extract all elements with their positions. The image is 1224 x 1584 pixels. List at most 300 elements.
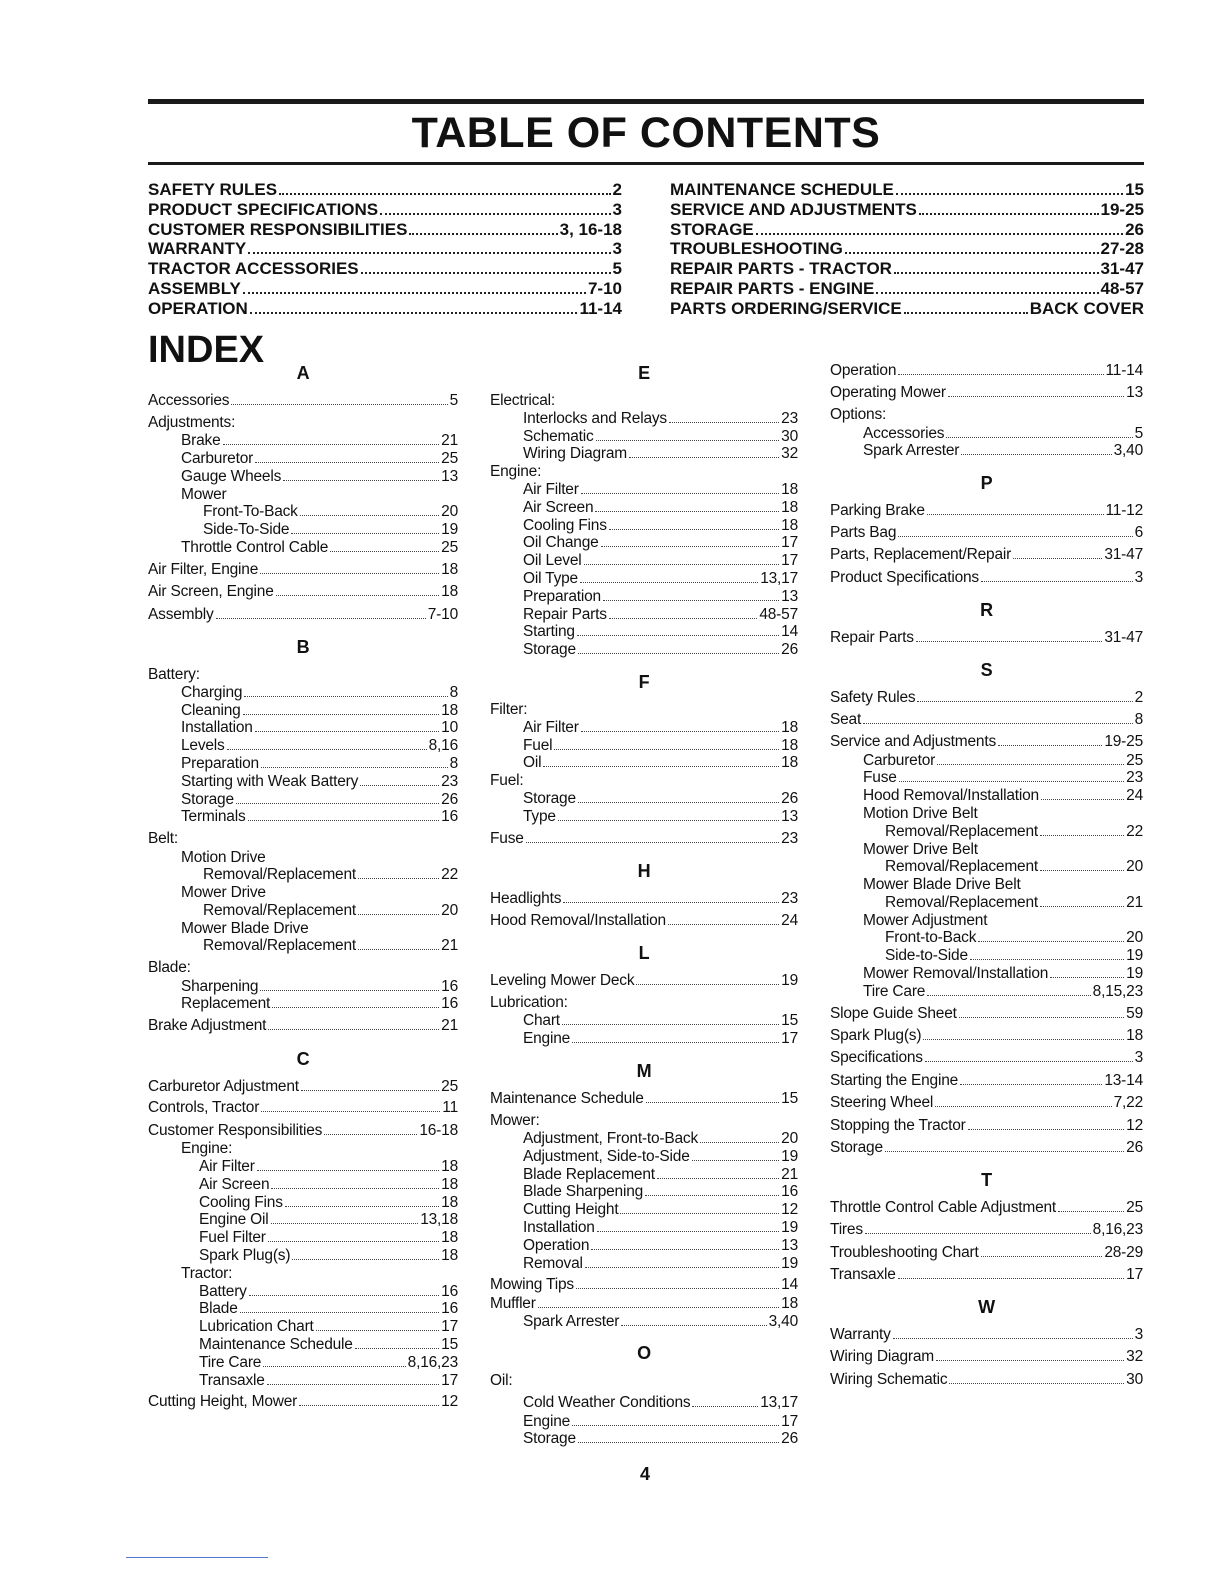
toc-entry-label: WARRANTY (148, 239, 247, 259)
index-entry-label: Blade Sharpening (523, 1183, 644, 1201)
dot-leader (257, 1170, 439, 1171)
index-entry (148, 884, 458, 902)
dot-leader (243, 714, 440, 715)
index-letter-heading: F (638, 671, 650, 692)
toc-entry (670, 259, 1144, 279)
index-entry-label: Stopping the Tractor (830, 1116, 966, 1134)
index-letter-heading: T (981, 1170, 992, 1191)
dot-leader (249, 1295, 439, 1296)
index-entry-page: 8 (449, 683, 458, 701)
index-entry-label: Repair Parts (830, 629, 914, 647)
index-entry (148, 1247, 458, 1265)
index-entry-page: 24 (781, 911, 798, 929)
index-entry-label: Repair Parts (523, 605, 607, 623)
index-entry-label: Wiring Schematic (830, 1370, 948, 1388)
index-entry (148, 1176, 458, 1194)
index-entry (148, 1318, 458, 1336)
dot-leader (283, 480, 439, 481)
index-entry (148, 539, 458, 557)
index-entry (490, 790, 798, 808)
index-entry (490, 1201, 798, 1219)
dot-leader (554, 749, 779, 750)
index-entry-label: Cleaning (181, 701, 241, 719)
index-entry-label: Charging (181, 683, 243, 701)
dot-leader (970, 959, 1124, 960)
index-entry-label: Warranty (830, 1326, 891, 1344)
index-entry (148, 773, 458, 791)
index-entry (148, 503, 458, 521)
index-entry-page: 13,18 (420, 1211, 458, 1229)
dot-leader (261, 767, 448, 768)
index-entry-page: 16 (441, 1300, 458, 1318)
index-entry-page: 18 (441, 1158, 458, 1176)
dot-leader (629, 457, 779, 458)
index-entry (490, 830, 798, 848)
index-entry (830, 689, 1143, 707)
toc-entry-label: TRACTOR ACCESSORIES (148, 259, 359, 279)
dot-leader (898, 536, 1132, 537)
dot-leader (595, 511, 779, 512)
index-entry-label: Mowing Tips (490, 1276, 574, 1294)
index-entry-label: Schematic (523, 427, 594, 445)
index-entry (148, 808, 458, 826)
index-entry-label: Parts, Replacement/Repair (830, 546, 1012, 564)
index-entry-page: 19 (781, 1219, 798, 1237)
toc-entry (148, 279, 622, 299)
index-entry-page: 20 (781, 1130, 798, 1148)
title-rule (148, 162, 1144, 165)
index-entry-page: 18 (1126, 1027, 1143, 1045)
toc-entry-label: CUSTOMER RESPONSIBILITIES (148, 219, 408, 239)
dot-leader (581, 731, 779, 732)
index-entry-label: Removal/Replacement (885, 893, 1038, 911)
index-entry-page: 12 (441, 1393, 458, 1411)
dot-leader (572, 1042, 779, 1043)
dot-leader (562, 1024, 779, 1025)
index-entry-label: Seat (830, 710, 862, 728)
index-entry-page: 26 (781, 1430, 798, 1448)
index-entry-label: Cooling Fins (199, 1193, 283, 1211)
index-entry (148, 561, 458, 579)
toc-entry-page: 3 (612, 239, 622, 259)
index-entry-page: 22 (1126, 822, 1143, 840)
index-entry (148, 937, 458, 955)
index-entry-label: Storage (523, 1430, 576, 1448)
toc-entry (148, 180, 622, 200)
index-entry-label: Operation (523, 1236, 590, 1254)
index-entry-label: Mower Drive Belt (863, 840, 978, 858)
dot-leader (271, 1223, 419, 1224)
index-entry-page: 3,40 (1113, 442, 1143, 460)
index-entry-page: 18 (781, 736, 798, 754)
dot-leader (268, 1029, 439, 1030)
dot-leader (591, 1249, 779, 1250)
index-entry (490, 481, 798, 499)
index-letter-heading: W (978, 1297, 995, 1318)
dot-leader (231, 404, 447, 405)
dot-leader (216, 618, 426, 619)
index-entry (148, 1354, 458, 1372)
index-entry (490, 1130, 798, 1148)
index-entry-label: Leveling Mower Deck (490, 972, 635, 990)
dot-leader (845, 252, 1099, 254)
dot-leader (885, 1151, 1124, 1152)
index-entry (148, 1122, 458, 1140)
index-entry-label: Blade Replacement (523, 1165, 655, 1183)
dot-leader (563, 902, 779, 903)
index-entry-label: Front-to-Back (885, 929, 977, 947)
index-entry (490, 1276, 798, 1294)
dot-leader (925, 1061, 1133, 1062)
index-entry-page: 59 (1126, 1004, 1143, 1022)
dot-leader (260, 990, 439, 991)
index-entry-page: 7-10 (427, 605, 458, 623)
index-entry (830, 1005, 1143, 1023)
toc-entry-page: 7-10 (587, 278, 622, 298)
index-entry-label: Engine (523, 1412, 571, 1430)
index-entry (148, 486, 458, 504)
index-entry-page: 13 (781, 587, 798, 605)
dot-leader (609, 529, 779, 530)
dot-leader (260, 573, 439, 574)
index-entry-label: Removal (523, 1254, 583, 1272)
index-entry-label: Levels (181, 737, 225, 755)
dot-leader (935, 1106, 1111, 1107)
index-entry-page: 21 (1126, 893, 1143, 911)
dot-leader (692, 1406, 758, 1407)
index-entry-label: Cooling Fins (523, 516, 607, 534)
index-entry-label: Chart (523, 1012, 560, 1030)
index-entry-label: Fuse (863, 769, 897, 787)
page-title: TABLE OF CONTENTS (411, 109, 881, 157)
index-entry-label: Mower Removal/Installation (863, 965, 1049, 983)
index-entry-label: Specifications (830, 1049, 923, 1067)
index-entry (148, 1393, 458, 1411)
index-entry-label: Installation (181, 719, 253, 737)
index-entry-page: 23 (781, 409, 798, 427)
index-entry-label: Air Screen (523, 498, 594, 516)
index-entry-label: Preparation (523, 587, 601, 605)
index-entry-label: Battery (199, 1282, 247, 1300)
index-entry-label: Lubrication Chart (199, 1318, 314, 1336)
index-entry-page: 18 (781, 516, 798, 534)
dot-leader (255, 462, 439, 463)
index-entry-page: 21 (441, 432, 458, 450)
index-entry-label: Options: (830, 406, 887, 424)
index-entry (490, 772, 798, 790)
index-entry-page: 48-57 (759, 605, 798, 623)
dot-leader (243, 292, 586, 294)
index-entry (148, 830, 458, 848)
index-entry-page: 18 (781, 480, 798, 498)
index-entry-page: 23 (781, 889, 798, 907)
index-entry-label: Replacement (181, 995, 271, 1013)
toc-entry-label: SERVICE AND ADJUSTMENTS (670, 199, 917, 219)
index-entry-page: 26 (781, 641, 798, 659)
dot-leader (355, 1348, 439, 1349)
index-entry (830, 1266, 1143, 1284)
index-entry (830, 1139, 1143, 1157)
index-column-2 (490, 362, 798, 1448)
index-entry-label: Engine (523, 1030, 571, 1048)
index-entry-page: 13,17 (760, 1394, 798, 1412)
index-entry (830, 912, 1143, 930)
toc-entry (148, 200, 622, 220)
dot-leader (1041, 799, 1124, 800)
index-entry-label: Tire Care (199, 1353, 262, 1371)
index-entry (490, 1313, 798, 1331)
index-entry (830, 1027, 1143, 1045)
dot-leader (863, 723, 1132, 724)
dot-leader (263, 1366, 405, 1367)
dot-leader (380, 213, 610, 215)
dot-leader (291, 533, 439, 534)
index-entry (490, 517, 798, 535)
index-entry-page: 3 (1134, 568, 1143, 586)
index-entry (830, 524, 1143, 542)
index-entry (490, 641, 798, 659)
index-entry (148, 684, 458, 702)
index-entry (490, 1012, 798, 1030)
index-entry (148, 450, 458, 468)
index-entry-page: 25 (1126, 1199, 1143, 1217)
index-entry-label: Fuel: (490, 772, 524, 790)
index-entry-label: Spark Plug(s) (199, 1247, 291, 1265)
index-entry (148, 959, 458, 977)
index-entry-label: Front-To-Back (203, 503, 298, 521)
index-entry-page: 21 (441, 937, 458, 955)
dot-leader (621, 1325, 766, 1326)
index-entry-page: 8 (449, 754, 458, 772)
dot-leader (261, 1111, 440, 1112)
index-entry-label: Transaxle (199, 1371, 265, 1389)
index-entry-label: Throttle Control Cable Adjustment (830, 1199, 1057, 1217)
index-entry-label: Blade: (148, 959, 191, 977)
index-entry (830, 1221, 1143, 1239)
dot-leader (250, 312, 578, 314)
index-letter-heading: B (296, 636, 310, 657)
toc-entry (670, 220, 1144, 240)
dot-leader (576, 1288, 779, 1289)
toc-entry (670, 299, 1144, 319)
index-entry-label: Operation (830, 362, 897, 379)
index-entry-page: 6 (1134, 523, 1143, 541)
index-entry-page: 8 (1134, 710, 1143, 728)
index-entry-label: Installation (523, 1219, 595, 1237)
index-entry-page: 22 (441, 866, 458, 884)
index-entry-page: 19 (1126, 965, 1143, 983)
index-entry-label: Hood Removal/Installation (863, 787, 1039, 805)
dot-leader (577, 635, 779, 636)
dot-leader (657, 1178, 779, 1179)
index-entry-page: 20 (441, 901, 458, 919)
index-entry (830, 823, 1143, 841)
index-entry-label: Product Specifications (830, 568, 979, 586)
index-entry (830, 442, 1143, 460)
toc-entry-label: REPAIR PARTS - ENGINE (670, 278, 875, 298)
index-entry-page: 2 (1134, 688, 1143, 706)
dot-leader (581, 493, 779, 494)
index-entry-label: Filter: (490, 700, 528, 718)
index-entry (830, 894, 1143, 912)
index-entry (830, 841, 1143, 859)
index-entry (148, 755, 458, 773)
toc-entry (148, 239, 622, 259)
index-entry (490, 588, 798, 606)
index-entry-page: 18 (441, 701, 458, 719)
index-entry (830, 1348, 1143, 1366)
dot-leader (904, 312, 1028, 314)
index-entry-label: Slope Guide Sheet (830, 1004, 957, 1022)
index-entry-label: Starting the Engine (830, 1071, 959, 1089)
index-entry-label: Steering Wheel (830, 1094, 934, 1112)
dot-leader (578, 653, 779, 654)
index-entry (148, 902, 458, 920)
dot-leader (279, 193, 610, 195)
index-entry-page: 18 (441, 583, 458, 601)
index-entry (830, 1371, 1143, 1389)
index-entry-page: 19 (781, 1254, 798, 1272)
index-entry-page: 24 (1126, 787, 1143, 805)
index-entry (490, 994, 798, 1012)
dot-leader (572, 1425, 779, 1426)
index-entry (148, 1017, 458, 1035)
index-entry (148, 1372, 458, 1390)
dot-leader (949, 1383, 1124, 1384)
dot-leader (692, 1160, 780, 1161)
dot-leader (330, 551, 439, 552)
index-entry (490, 1166, 798, 1184)
index-entry-page: 32 (1126, 1348, 1143, 1366)
index-entry (490, 754, 798, 772)
index-entry-page: 3 (1134, 1049, 1143, 1067)
index-entry-page: 20 (441, 503, 458, 521)
toc-entry-page: 3 (612, 199, 622, 219)
index-entry (148, 791, 458, 809)
dot-leader (292, 1259, 439, 1260)
index-entry-label: Mower (181, 485, 227, 503)
index-entry-label: Terminals (181, 808, 246, 826)
dot-leader (580, 582, 758, 583)
toc-entry-label: REPAIR PARTS - TRACTOR (670, 259, 892, 279)
index-entry-label: Fuel Filter (199, 1229, 266, 1247)
index-entry-page: 19 (781, 1147, 798, 1165)
index-entry (490, 912, 798, 930)
index-entry-label: Wiring Diagram (830, 1348, 934, 1366)
index-entry-page: 15 (441, 1336, 458, 1353)
index-entry (148, 1300, 458, 1318)
dot-leader (646, 1102, 779, 1103)
dot-leader (927, 514, 1104, 515)
toc-entry-page: 15 (1125, 180, 1144, 199)
index-entry-label: Adjustment, Front-to-Back (523, 1130, 699, 1148)
index-entry (490, 1148, 798, 1166)
index-entry-label: Spark Plug(s) (830, 1027, 922, 1045)
index-entry-label: Air Filter (523, 480, 579, 498)
dot-leader (526, 842, 779, 843)
index-entry-page: 5 (449, 392, 458, 409)
index-entry-page: 25 (441, 538, 458, 556)
index-entry-page: 17 (781, 1030, 798, 1048)
dot-leader (961, 454, 1111, 455)
index-entry-label: Storage (830, 1139, 883, 1157)
index-letter-heading: H (637, 860, 651, 881)
index-entry-label: Battery: (148, 665, 200, 683)
toc-entry (148, 259, 622, 279)
index-entry-label: Throttle Control Cable (181, 538, 329, 556)
toc-entry-page: 3, 16-18 (559, 219, 622, 239)
index-entry-label: Lubrication: (490, 993, 568, 1011)
toc-entry-page: 27-28 (1100, 239, 1144, 259)
index-entry (490, 499, 798, 517)
index-entry (490, 552, 798, 570)
index-entry-page: 18 (441, 1175, 458, 1193)
index-entry-label: Removal/Replacement (885, 858, 1038, 876)
index-entry-label: Blade (199, 1300, 238, 1318)
index-entry-label: Assembly (148, 605, 214, 623)
index-entry-page: 3 (1134, 1326, 1143, 1344)
toc-entry-page: 11-14 (579, 298, 622, 318)
dot-leader (285, 1206, 439, 1207)
index-entry-page: 17 (781, 552, 798, 570)
index-entry (830, 629, 1143, 647)
index-entry (148, 1283, 458, 1301)
index-entry-label: Tires (830, 1221, 863, 1239)
index-entry-label: Carburetor (181, 449, 254, 467)
index-entry-page: 11-12 (1105, 502, 1143, 520)
dot-leader (597, 1231, 779, 1232)
index-entry-label: Sharpening (181, 977, 259, 995)
index-entry-page: 8,16,23 (1092, 1221, 1143, 1239)
index-entry (148, 432, 458, 450)
index-entry-page: 19 (781, 972, 798, 990)
index-entry-label: Engine: (181, 1140, 233, 1158)
index-entry-page: 8,16,23 (407, 1353, 458, 1371)
index-entry-page: 16 (441, 808, 458, 826)
index-entry (830, 733, 1143, 751)
index-entry-label: Starting (523, 623, 575, 641)
index-entry-page: 26 (1126, 1139, 1143, 1157)
index-entry-label: Cutting Height (523, 1201, 619, 1219)
index-entry-page: 25 (1126, 751, 1143, 769)
index-entry (490, 570, 798, 588)
index-entry-label: Controls, Tractor (148, 1099, 260, 1117)
index-entry-page: 12 (1126, 1116, 1143, 1134)
index-entry-label: Parking Brake (830, 502, 925, 520)
dot-leader (865, 1233, 1091, 1234)
index-entry-label: Tire Care (863, 982, 926, 1000)
dot-leader (358, 914, 439, 915)
index-letter-heading: L (638, 943, 650, 964)
index-entry-page: 18 (441, 1247, 458, 1265)
index-letter-heading: R (980, 600, 993, 621)
index-entry-page: 19 (1126, 947, 1143, 965)
index-entry (490, 737, 798, 755)
index-entry-label: Spark Arrester (523, 1312, 620, 1330)
dot-leader (978, 941, 1124, 942)
index-entry-page: 30 (781, 427, 798, 445)
index-entry-page: 19 (441, 521, 458, 539)
toc-entry-label: PRODUCT SPECIFICATIONS (148, 199, 379, 219)
index-column-1 (148, 362, 458, 1412)
dot-leader (601, 546, 780, 547)
index-letter-heading: P (980, 473, 993, 494)
index-entry-page: 7,22 (1113, 1094, 1143, 1112)
index-entry-label: Carburetor Adjustment (148, 1077, 299, 1095)
toc-entry-page: 26 (1125, 219, 1144, 239)
dot-leader (917, 701, 1132, 702)
dot-leader (409, 233, 557, 235)
